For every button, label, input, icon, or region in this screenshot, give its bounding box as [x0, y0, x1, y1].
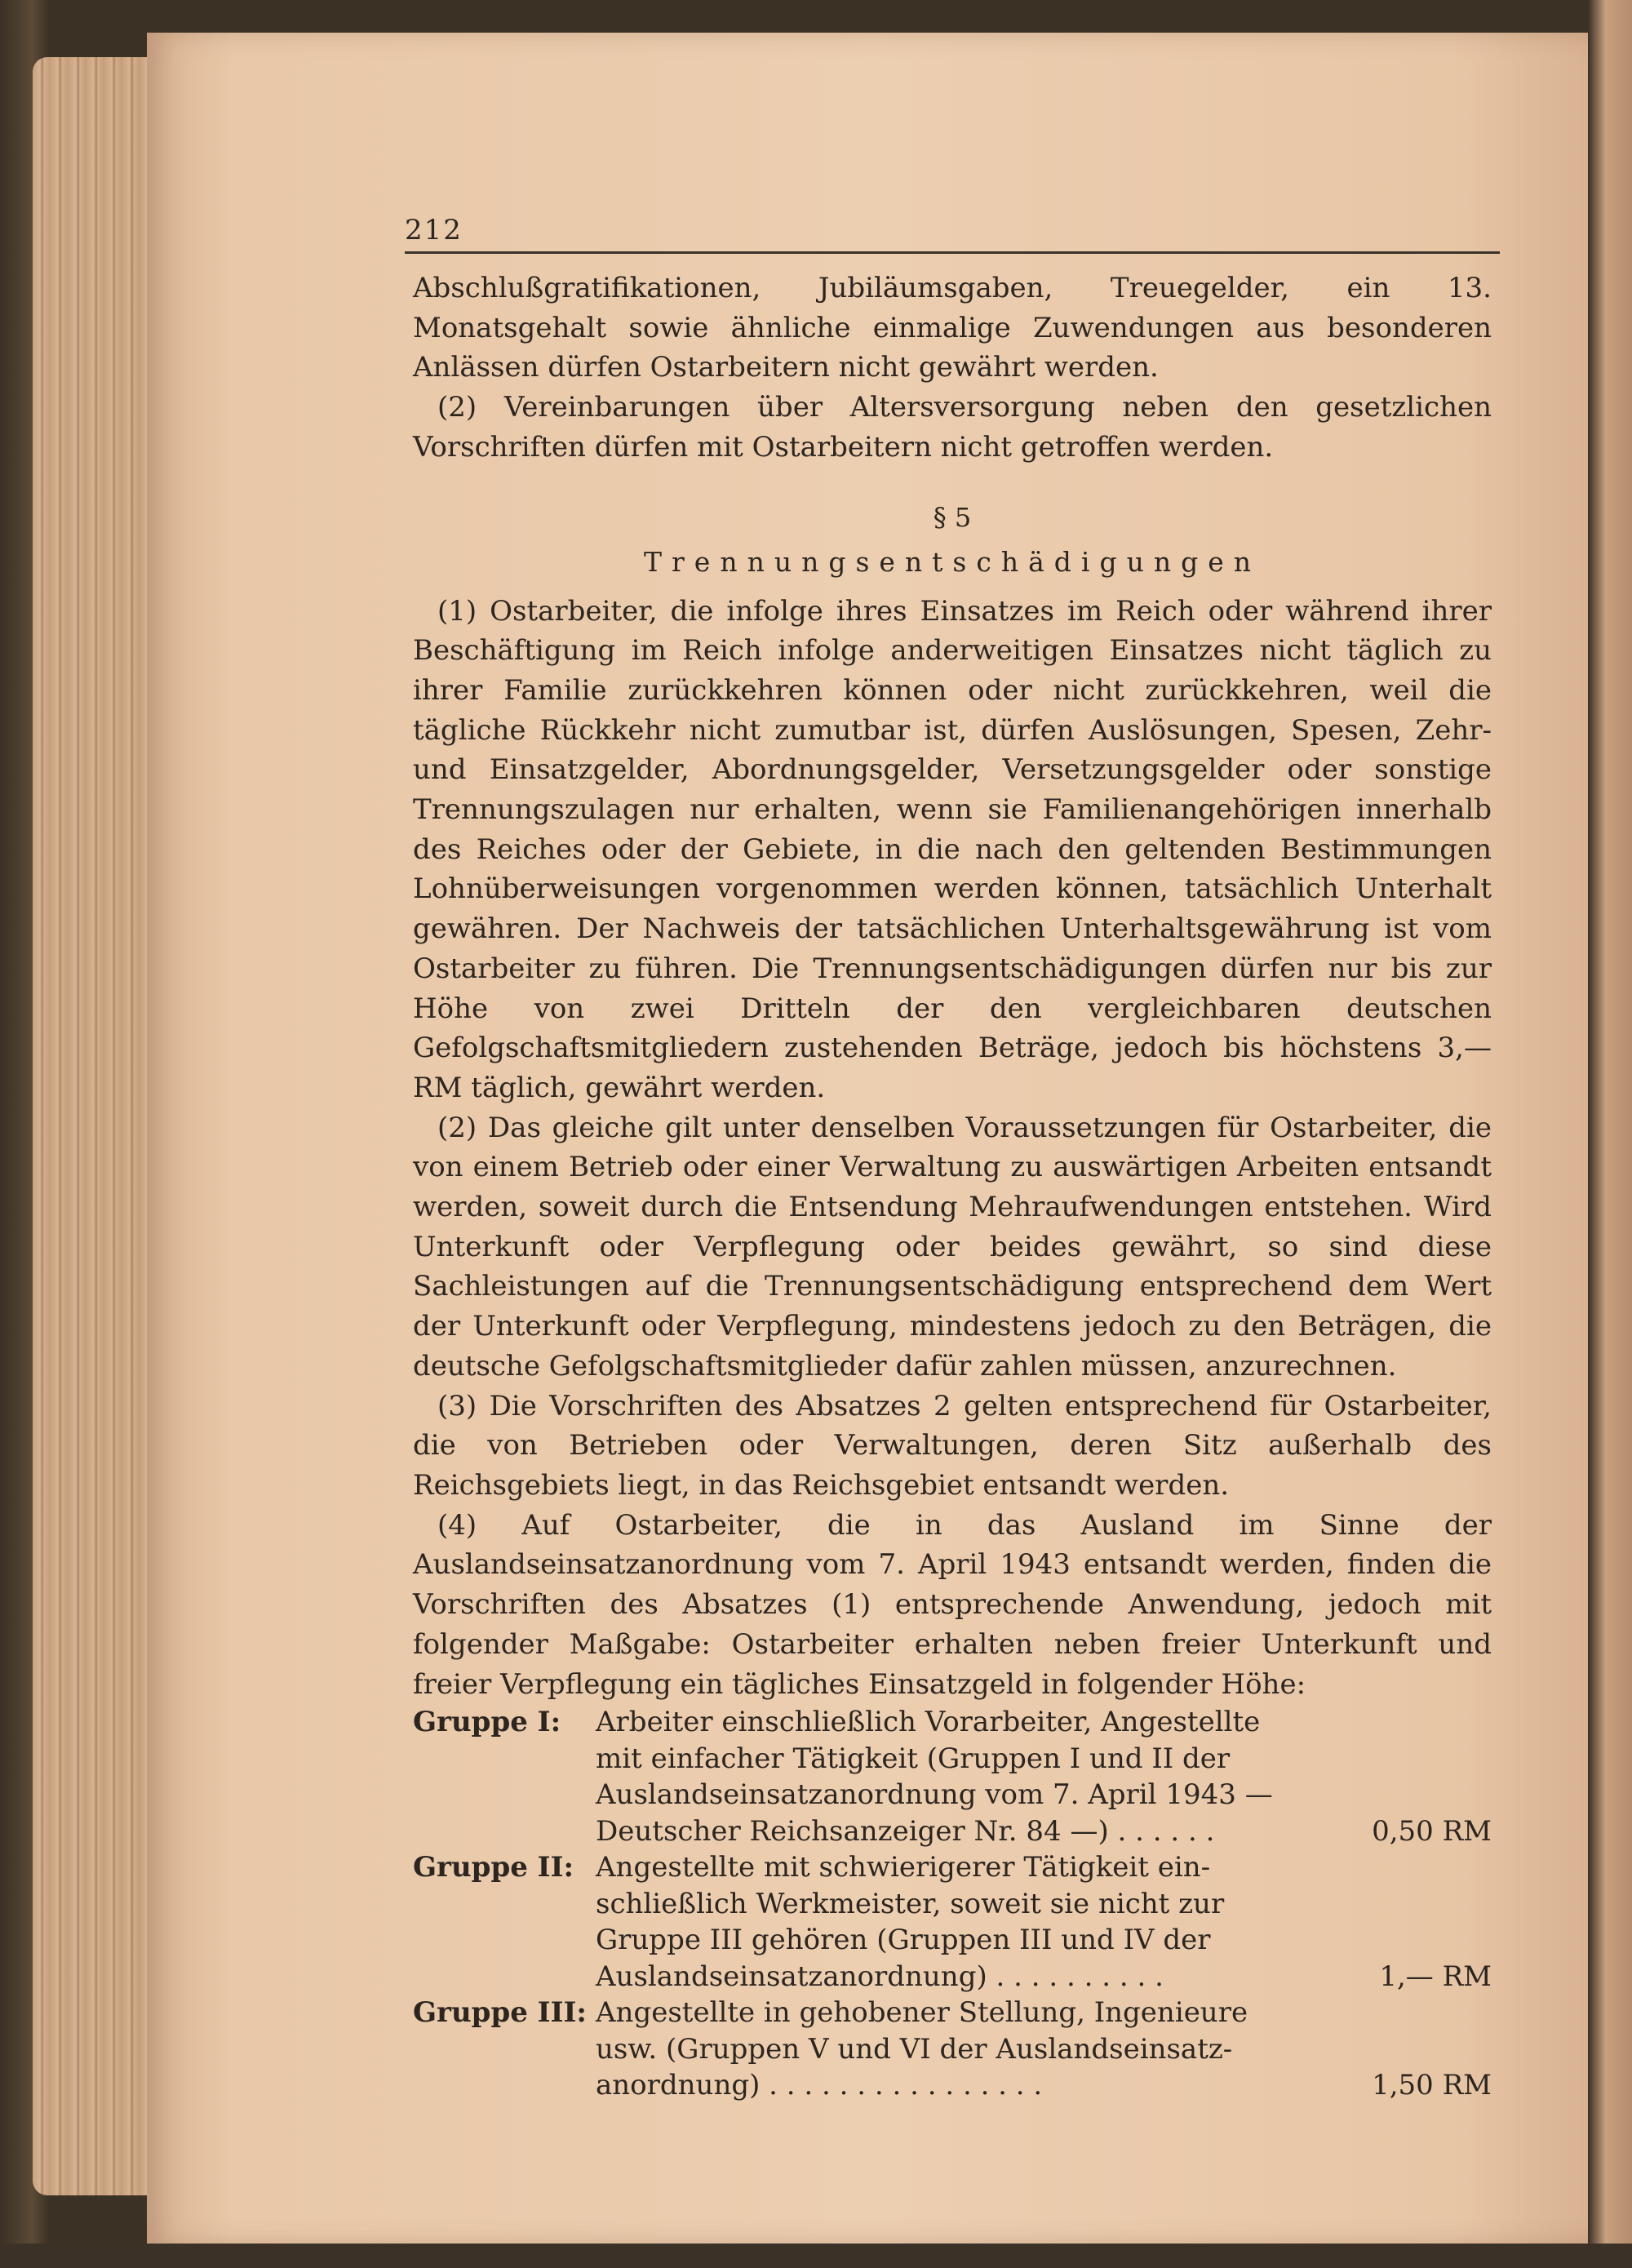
group-label: Gruppe I: [413, 1706, 561, 1739]
group-label: Gruppe II: [413, 1851, 574, 1884]
group-line: Arbeiter einschließlich Vorarbeiter, Angestellte [596, 1706, 1261, 1739]
paragraph-1: (1) Ostarbeiter, die infolge ihres Einsatzes im Reich oder während ihrer Beschäftigung im Reich infolge anderweitigen Einsatzes nicht täglich zu ihrer Familie zurückkehren können oder nicht zurückkehren, weil die tägliche Rückkehr nicht zumutbar ist, dürfen Auslösungen, Spesen, Zehr- und Einsatzgelder, Abordnungsgelder, Versetzungsgelder oder sonstige Trennungszulagen nur erhalten, wenn sie Familienangehörigen innerhalb des Reiches oder der Gebiete, in die nach den geltenden Bestimmungen Lohnüberweisungen vorgenommen werden können, tatsächlich Unterhalt gewähren. Der Nachweis der tatsächlichen Unterhaltsgewährung ist vom Ostarbeiter zu führen. Die Trennungsentschädigungen dürfen nur bis zur Höhe von zwei Dritteln der den vergleichbaren deutschen Gefolgschaftsmitgliedern zustehenden Beträge, jedoch bis höchstens 3,— RM täglich, gewährt werden. [413, 594, 1492, 1104]
group-line: Angestellte mit schwierigerer Tätigkeit ein- [596, 1851, 1211, 1884]
section-mark: § 5 [933, 501, 972, 533]
allowance-group-1 [413, 1704, 1492, 1849]
paragraph-4: (4) Auf Ostarbeiter, die in das Ausland im Sinne der Auslandseinsatzanordnung vom 7. April 1943 entsandt werden, finden die Vorschriften des Absatzes (1) entsprechende Anwendung, jedoch mit folgender Maßgabe: Ostarbeiter erhalten neben freier Unterkunft und freier Verpflegung ein tägliches Einsatzgeld in folgender Höhe: [413, 1508, 1492, 1701]
group-line: anordnung) . . . . . . . . . . . . . . . . [596, 2069, 1043, 2102]
group-line-with-amount [596, 1959, 1492, 1995]
group-description [596, 1704, 1492, 1849]
paragraph-3: (3) Die Vorschriften des Absatzes 2 gelten entsprechend für Ostarbeiter, die von Betrieben oder Verwaltungen, deren Sitz außerhalb des Reichsgebiets liegt, in das Reichsgebiet entsandt werden. [413, 1389, 1492, 1502]
group-line: usw. (Gruppen V und VI der Auslandseinsatz- [596, 2032, 1233, 2066]
group-line: mit einfacher Tätigkeit (Gruppen I und II der [596, 1742, 1231, 1775]
allowance-group-2 [413, 1849, 1492, 1995]
page-header [405, 212, 1500, 254]
group-line: Auslandseinsatzanordnung) . . . . . . . . . . [596, 1960, 1164, 1993]
section-title: Trennungsentschädigungen [644, 545, 1261, 578]
group-line-with-amount [596, 1813, 1492, 1850]
group-label: Gruppe III: [413, 1996, 587, 2030]
intro-paragraph-continued: Abschlußgratifikationen, Jubiläumsgaben, Treuegelder, ein 13. Monatsgehalt sowie ähnliche einmalige Zuwendungen aus besonderen Anlässen dürfen Ostarbeitern nicht gewährt werden. [413, 272, 1492, 384]
allowance-amount: 1,— RM [1379, 1960, 1492, 1993]
allowance-amount: 0,50 RM [1372, 1814, 1492, 1848]
page-number: 212 [405, 214, 463, 246]
group-line-with-amount [596, 2067, 1492, 2104]
group-line: Auslandseinsatzanordnung vom 7. April 1943 — [596, 1778, 1273, 1812]
intro-paragraph-2: (2) Vereinbarungen über Altersversorgung neben den gesetzlichen Vorschriften dürfen mit Ostarbeitern nicht getroffen werden. [413, 391, 1492, 464]
group-line: Angestellte in gehobener Stellung, Ingenieure [596, 1996, 1248, 2030]
allowance-amount: 1,50 RM [1372, 2069, 1492, 2102]
paragraph-2: (2) Das gleiche gilt unter denselben Voraussetzungen für Ostarbeiter, die von einem Betrieb oder einer Verwaltung zu auswärtigen Arbeiten entsandt werden, soweit durch die Entsendung Mehraufwendungen entstehen. Wird Unterkunft oder Verpflegung oder beides gewährt, so sind diese Sachleistungen auf die Trennungsentschädigung entsprechend dem Wert der Unterkunft oder Verpflegung, mindestens jedoch zu den Beträgen, die deutsche Gefolgschaftsmitglieder dafür zahlen müssen, anzurechnen. [413, 1111, 1492, 1383]
group-line: Gruppe III gehören (Gruppen III und IV der [596, 1924, 1211, 1957]
group-line: schließlich Werkmeister, soweit sie nicht zur [596, 1887, 1225, 1920]
group-line: Deutscher Reichsanzeiger Nr. 84 —) . . . . . . [596, 1814, 1215, 1848]
page-text [405, 212, 1492, 2104]
group-description [596, 1995, 1492, 2104]
facing-page-edge [1588, 0, 1632, 2268]
group-description [596, 1849, 1492, 1995]
allowance-group-3 [413, 1995, 1492, 2104]
scan-bottom-edge [0, 2244, 1632, 2268]
